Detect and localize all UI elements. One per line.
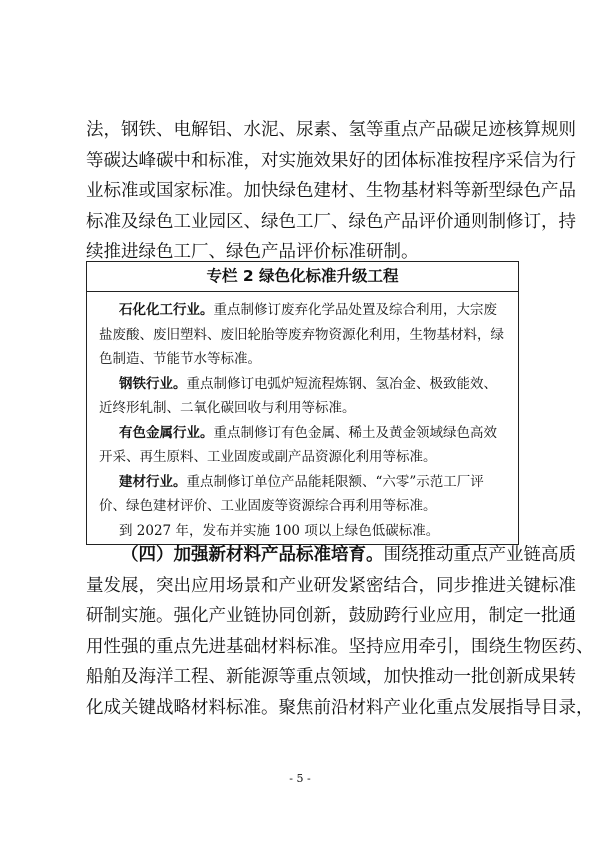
text-line: 法，钢铁、电解铝、水泥、尿素、氢等重点产品碳足迹核算规则 bbox=[86, 120, 576, 140]
intro-paragraph bbox=[86, 115, 576, 268]
item-text: 重点制修订电弧炉短流程炼钢、氢冶金、极致能效、 bbox=[186, 375, 497, 392]
text-line: 用性强的重点先进基础材料标准。坚持应用牵引，围绕生物医药、 bbox=[86, 636, 594, 657]
item-label: 建材行业。 bbox=[119, 473, 187, 490]
page-number: - 5 - bbox=[289, 772, 311, 785]
box-line: 色制造、节能节水等标准。 bbox=[99, 351, 261, 367]
item-text: 重点制修订废弃化学品处置及综合利用，大宗废 bbox=[213, 302, 497, 318]
text-line: 量发展，突出应用场景和产业研发紧密结合，同步推进关键标准 bbox=[86, 575, 576, 596]
text-line: 业标准或国家标准。加快绿色建材、生物基材料等新型绿色产品 bbox=[86, 181, 576, 201]
box-line bbox=[99, 298, 506, 323]
text-line bbox=[86, 540, 576, 571]
text-line: 研制实施。强化产业链协同创新，鼓励跨行业应用，制定一批通 bbox=[86, 606, 576, 626]
box-line: 价、绿色建材评价、工业固废等资源综合再利用等标准。 bbox=[99, 498, 437, 514]
text-line: 等碳达峰碳中和标准，对实施效果好的团体标准按程序采信为行 bbox=[86, 150, 576, 171]
text-line: 标准及绿色工业园区、绿色工厂、绿色产品评价通则制修订，持 bbox=[86, 211, 576, 232]
box-line: 盐废酸、废旧塑料、废旧轮胎等废弃物资源化利用，生物基材料，绿 bbox=[99, 326, 504, 343]
item-text: 重点制修订有色金属、稀土及黄金领域绿色高效 bbox=[213, 424, 497, 441]
sidebar-box bbox=[86, 261, 519, 545]
item-text: 重点制修订单位产品能耗限额、“六零”示范工厂评 bbox=[186, 473, 484, 490]
section-text: 围绕推动重点产业链高质 bbox=[383, 545, 576, 565]
section-paragraph bbox=[86, 540, 594, 723]
box-line bbox=[99, 421, 506, 446]
text-line: 船舶及海洋工程、新能源等重点领域，加快推动一批创新成果转 bbox=[86, 667, 576, 687]
text-line: 续推进绿色工厂、绿色产品评价标准研制。 bbox=[86, 242, 419, 262]
text-line: 化成关键战略材料标准。聚焦前沿材料产业化重点发展指导目录， bbox=[86, 697, 594, 718]
box-line bbox=[99, 470, 506, 495]
item-label: 石化化工行业。 bbox=[119, 302, 214, 318]
item-label: 钢铁行业。 bbox=[119, 375, 187, 392]
box-title: 专栏 2 绿色化标准升级工程 bbox=[87, 262, 518, 292]
section-heading: （四）加强新材料产品标准培育。 bbox=[121, 545, 384, 565]
item-label: 有色金属行业。 bbox=[119, 424, 214, 441]
box-target: 到 2027 年，发布并实施 100 项以上绿色低碳标准。 bbox=[119, 522, 440, 539]
box-line: 近终形轧制、二氧化碳回收与利用等标准。 bbox=[99, 400, 356, 416]
box-line bbox=[99, 372, 506, 397]
box-body bbox=[87, 292, 518, 543]
box-line: 开采、再生原料、工业固废或副产品资源化利用等标准。 bbox=[99, 449, 437, 465]
